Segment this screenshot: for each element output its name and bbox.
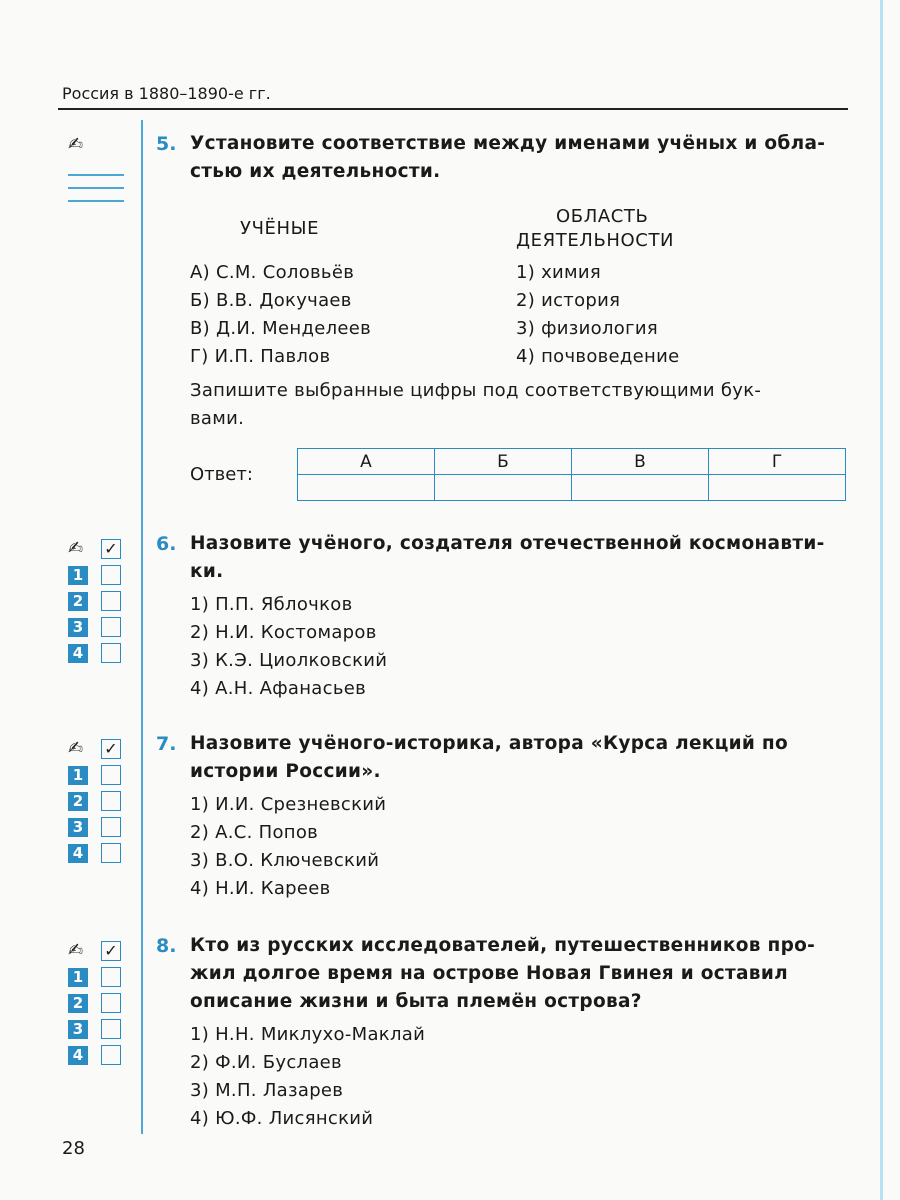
instruction-text: вами. — [190, 408, 245, 429]
match-left-item: В) Д.И. Менделеев — [190, 318, 372, 339]
page-number: 28 — [62, 1138, 85, 1159]
answer-checkbox[interactable] — [101, 1019, 121, 1039]
answer-option: 2) А.С. Попов — [190, 822, 319, 843]
match-left-item: А) С.М. Соловьёв — [190, 262, 355, 283]
margin-line — [68, 200, 124, 202]
answer-option: 1) И.И. Срезневский — [190, 794, 387, 815]
match-right-item: 3) физиология — [516, 318, 658, 339]
done-checkbox[interactable]: ✓ — [101, 941, 121, 961]
question-number: 5. — [156, 133, 177, 155]
answer-option: 3) М.П. Лазарев — [190, 1080, 344, 1101]
question-number: 8. — [156, 935, 177, 957]
answer-number-box: 4 — [68, 1046, 88, 1065]
question-text: стью их деятельности. — [190, 161, 441, 182]
answer-number-box: 3 — [68, 818, 88, 837]
answer-option: 3) К.Э. Циолковский — [190, 650, 388, 671]
instruction-text: Запишите выбранные цифры под соответствующими бук- — [190, 380, 762, 401]
answer-column-header: Г — [709, 449, 846, 475]
answer-number-box: 3 — [68, 618, 88, 637]
answer-checkbox[interactable] — [101, 993, 121, 1013]
answer-checkbox[interactable] — [101, 817, 121, 837]
answer-column-header: Б — [435, 449, 572, 475]
answer-number-box: 1 — [68, 766, 88, 785]
answer-number-box: 4 — [68, 644, 88, 663]
answer-number-box: 1 — [68, 968, 88, 987]
answer-column-header: В — [572, 449, 709, 475]
answer-checkbox[interactable] — [101, 1045, 121, 1065]
question-text: истории России». — [190, 761, 381, 782]
page-edge — [880, 0, 883, 1200]
answer-number-box: 2 — [68, 592, 88, 611]
match-right-item: 2) история — [516, 290, 621, 311]
pencil-icon: ✍ — [68, 940, 84, 961]
column-header-field: ДЕЯТЕЛЬНОСТИ — [516, 230, 675, 251]
match-left-item: Б) В.В. Докучаев — [190, 290, 352, 311]
column-header-scientists: УЧЁНЫЕ — [240, 218, 320, 239]
answer-number-box: 1 — [68, 566, 88, 585]
question-number: 6. — [156, 533, 177, 555]
answer-option: 2) Н.И. Костомаров — [190, 622, 377, 643]
answer-option: 1) Н.Н. Миклухо-Маклай — [190, 1024, 426, 1045]
done-checkbox[interactable]: ✓ — [101, 739, 121, 759]
answer-checkbox[interactable] — [101, 967, 121, 987]
answer-cell[interactable] — [709, 475, 846, 501]
answer-checkbox[interactable] — [101, 565, 121, 585]
answer-checkbox[interactable] — [101, 843, 121, 863]
answer-option: 4) А.Н. Афанасьев — [190, 678, 367, 699]
answer-checkbox[interactable] — [101, 617, 121, 637]
question-text: Назовите учёного, создателя отечественной космонавти- — [190, 533, 825, 554]
match-right-item: 4) почвоведение — [516, 346, 680, 367]
answer-checkbox[interactable] — [101, 591, 121, 611]
answer-checkbox[interactable] — [101, 791, 121, 811]
question-text: описание жизни и быта племён острова? — [190, 991, 642, 1012]
answer-option: 2) Ф.И. Буслаев — [190, 1052, 342, 1073]
question-text: ки. — [190, 561, 224, 582]
answer-label: Ответ: — [190, 464, 253, 485]
answer-number-box: 2 — [68, 792, 88, 811]
pencil-icon: ✍ — [68, 538, 84, 559]
answer-checkbox[interactable] — [101, 643, 121, 663]
answer-number-box: 4 — [68, 844, 88, 863]
answer-table — [297, 448, 846, 501]
done-checkbox[interactable]: ✓ — [101, 539, 121, 559]
match-left-item: Г) И.П. Павлов — [190, 346, 331, 367]
answer-checkbox[interactable] — [101, 765, 121, 785]
answer-column-header: А — [298, 449, 435, 475]
question-text: Установите соответствие между именами учёных и обла- — [190, 133, 826, 154]
margin-divider — [141, 120, 143, 1134]
answer-option: 1) П.П. Яблочков — [190, 594, 353, 615]
header-divider — [58, 108, 848, 110]
question-text: Кто из русских исследователей, путешественников про- — [190, 935, 816, 956]
question-number: 7. — [156, 733, 177, 755]
question-text: Назовите учёного-историка, автора «Курса лекций по — [190, 733, 789, 754]
margin-line — [68, 187, 124, 189]
answer-cell[interactable] — [298, 475, 435, 501]
answer-number-box: 2 — [68, 994, 88, 1013]
answer-option: 4) Н.И. Кареев — [190, 878, 331, 899]
pencil-icon: ✍ — [68, 738, 84, 759]
question-text: жил долгое время на острове Новая Гвинея и оставил — [190, 963, 788, 984]
match-right-item: 1) химия — [516, 262, 602, 283]
answer-number-box: 3 — [68, 1020, 88, 1039]
pencil-icon: ✍ — [68, 134, 84, 155]
answer-cell[interactable] — [435, 475, 572, 501]
page-header-title: Россия в 1880–1890-е гг. — [62, 84, 271, 103]
answer-option: 4) Ю.Ф. Лисянский — [190, 1108, 374, 1129]
answer-cell[interactable] — [572, 475, 709, 501]
answer-option: 3) В.О. Ключевский — [190, 850, 380, 871]
margin-line — [68, 174, 124, 176]
column-header-field: ОБЛАСТЬ — [556, 206, 649, 227]
